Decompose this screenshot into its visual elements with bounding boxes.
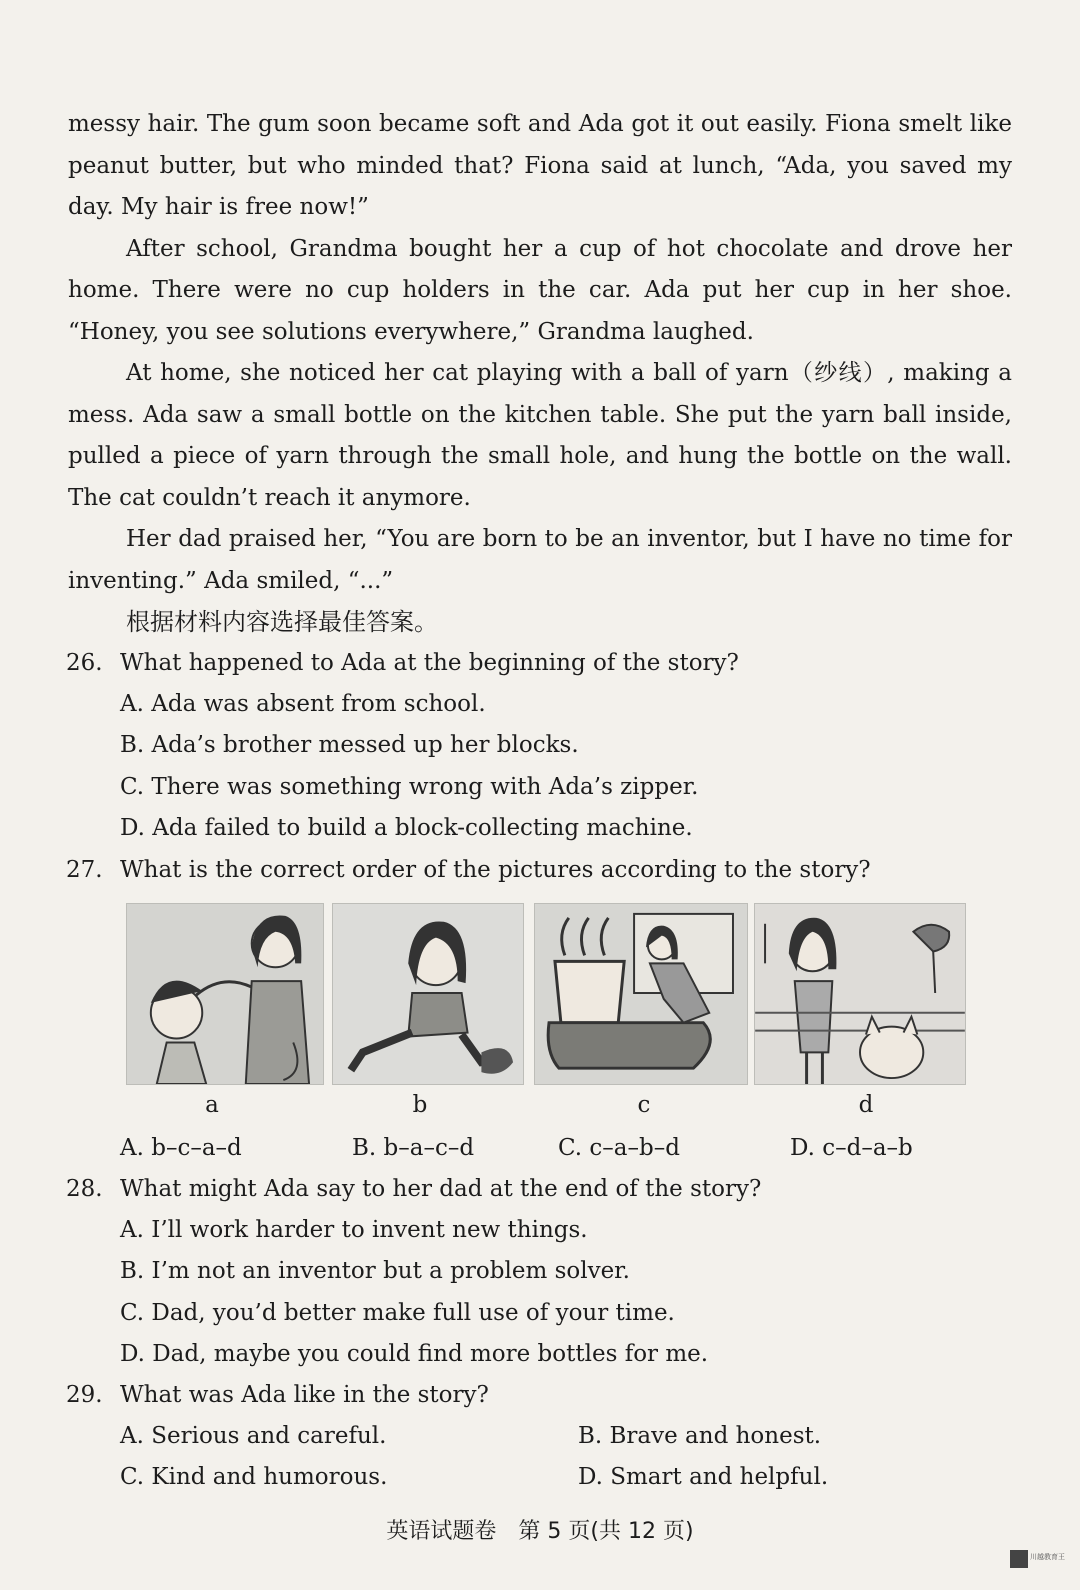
option-27-d[interactable]: D. c–d–a–b bbox=[790, 1135, 913, 1161]
picture-a-illustration bbox=[127, 904, 323, 1084]
option-26-c[interactable]: C. There was something wrong with Ada’s zipper. bbox=[120, 774, 699, 800]
picture-label-c: c bbox=[637, 1092, 651, 1118]
question-text: What happened to Ada at the beginning of the story? bbox=[120, 650, 739, 676]
option-28-c[interactable]: C. Dad, you’d better make full use of your time. bbox=[120, 1300, 675, 1326]
passage-paragraph-2: After school, Grandma bought her a cup of hot chocolate and drove her home. There were no cup holders in the car. Ada put her cup in her shoe. “Honey, you see solutions everywhere,” Grandma laughed. bbox=[68, 235, 1012, 345]
picture-c-illustration bbox=[535, 904, 747, 1084]
picture-label-a: a bbox=[205, 1092, 219, 1118]
picture-label-d: d bbox=[858, 1092, 874, 1118]
picture-d-illustration bbox=[755, 904, 965, 1084]
option-28-a[interactable]: A. I’ll work harder to invent new things. bbox=[120, 1217, 588, 1243]
qr-code-icon bbox=[1010, 1550, 1028, 1568]
option-29-c[interactable]: C. Kind and humorous. bbox=[120, 1464, 388, 1490]
question-number: 29. bbox=[66, 1382, 103, 1408]
question-number: 27. bbox=[66, 857, 103, 883]
option-29-a[interactable]: A. Serious and careful. bbox=[120, 1423, 387, 1449]
watermark-brand: 川越教育王 bbox=[1030, 1553, 1065, 1561]
option-29-b[interactable]: B. Brave and honest. bbox=[578, 1423, 822, 1449]
option-26-b[interactable]: B. Ada’s brother messed up her blocks. bbox=[120, 732, 579, 758]
passage-paragraph-4: Her dad praised her, “You are born to be an inventor, but I have no time for inventing.” Ada smiled, “...” bbox=[68, 526, 1012, 594]
picture-d bbox=[754, 903, 966, 1085]
question-29 bbox=[66, 1375, 489, 1415]
picture-label-b: b bbox=[412, 1092, 428, 1118]
option-27-c[interactable]: C. c–a–b–d bbox=[558, 1135, 680, 1161]
question-text: What might Ada say to her dad at the end of the story? bbox=[120, 1176, 762, 1202]
question-26 bbox=[66, 643, 739, 683]
picture-strip bbox=[126, 903, 966, 1085]
question-number: 26. bbox=[66, 650, 103, 676]
question-27 bbox=[66, 850, 871, 890]
picture-b bbox=[332, 903, 524, 1085]
option-28-b[interactable]: B. I’m not an inventor but a problem solver. bbox=[120, 1258, 630, 1284]
question-text: What is the correct order of the pictures according to the story? bbox=[120, 857, 871, 883]
option-26-a[interactable]: A. Ada was absent from school. bbox=[120, 691, 486, 717]
picture-b-illustration bbox=[333, 904, 523, 1084]
picture-c bbox=[534, 903, 748, 1085]
option-27-b[interactable]: B. b–a–c–d bbox=[352, 1135, 475, 1161]
question-28 bbox=[66, 1169, 761, 1209]
question-text: What was Ada like in the story? bbox=[120, 1382, 489, 1408]
passage-paragraph-3: At home, she noticed her cat playing with a ball of yarn（纱线）, making a mess. Ada saw a small bottle on the kitchen table. She put the yarn ball inside, pulled a piece of yarn through the small hole, and hung the bottle on the wall. The cat couldn’t reach it anymore. bbox=[68, 360, 1012, 511]
option-26-d[interactable]: D. Ada failed to build a block-collecting machine. bbox=[120, 815, 693, 841]
picture-a bbox=[126, 903, 324, 1085]
page-footer: 英语试题卷 第 5 页(共 12 页) bbox=[386, 1519, 694, 1544]
instruction: 根据材料内容选择最佳答案。 bbox=[126, 608, 438, 636]
option-27-a[interactable]: A. b–c–a–d bbox=[120, 1135, 242, 1161]
option-29-d[interactable]: D. Smart and helpful. bbox=[578, 1464, 829, 1490]
question-number: 28. bbox=[66, 1176, 103, 1202]
passage-paragraph-1: messy hair. The gum soon became soft and Ada got it out easily. Fiona smelt like peanut butter, but who minded that? Fiona said at lunch, “Ada, you saved my day. My hair is free now!” bbox=[68, 111, 1012, 220]
passage bbox=[68, 104, 1012, 602]
option-28-d[interactable]: D. Dad, maybe you could find more bottles for me. bbox=[120, 1341, 709, 1367]
